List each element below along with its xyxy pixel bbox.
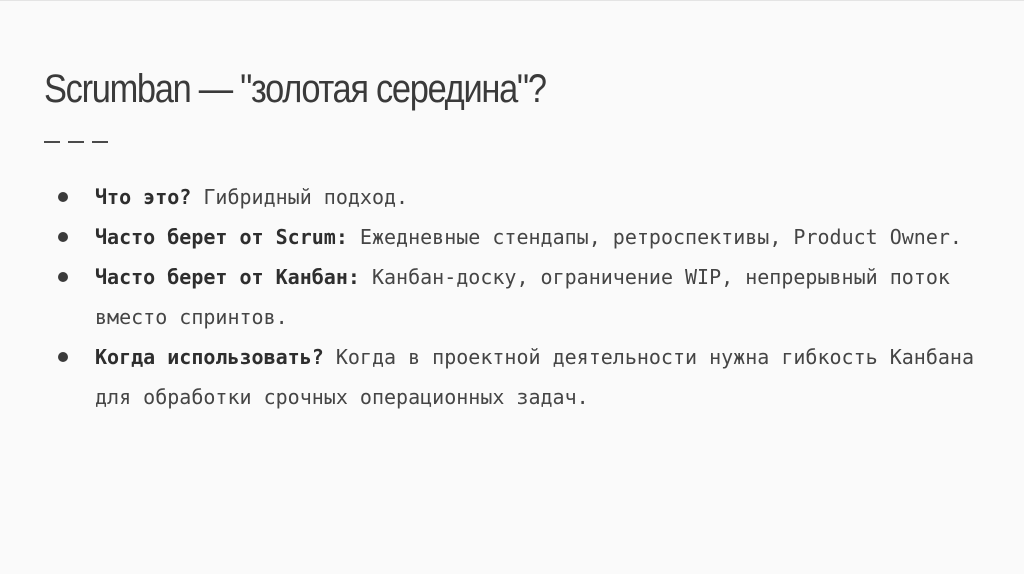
bullet-dot-icon [58,352,68,362]
divider-dash [92,141,108,143]
bullet-label: Когда использовать? [95,345,324,369]
title-divider [44,141,108,143]
bullet-dot-icon [58,192,68,202]
slide-title: Scrumban — "золотая середина"? [44,67,546,111]
bullet-text: Канбан-доску, ограничение WIP, непрерывный поток вместо спринтов. [95,265,950,329]
bullet-label: Часто берет от Scrum: [95,225,348,249]
bullet-text: Когда в проектной деятельности нужна гибкость Канбана для обработки срочных операционных задач. [95,345,975,409]
bullet-item-from-kanban [58,257,998,337]
bullet-text: Гибридный подход. [203,185,409,209]
bullet-item-from-scrum [58,217,998,257]
divider-dash [68,141,84,143]
bullet-item-when-to-use [58,337,998,417]
divider-dash [44,141,60,143]
bullet-label: Часто берет от Канбан: [95,265,360,289]
bullet-dot-icon [58,232,68,242]
bullet-text: Ежедневные стендапы, ретроспективы, Product Owner. [359,225,962,249]
bullet-item-what-is-it [58,177,998,217]
bullet-list [58,177,998,417]
bullet-label: Что это? [95,185,192,209]
bullet-dot-icon [58,272,68,282]
